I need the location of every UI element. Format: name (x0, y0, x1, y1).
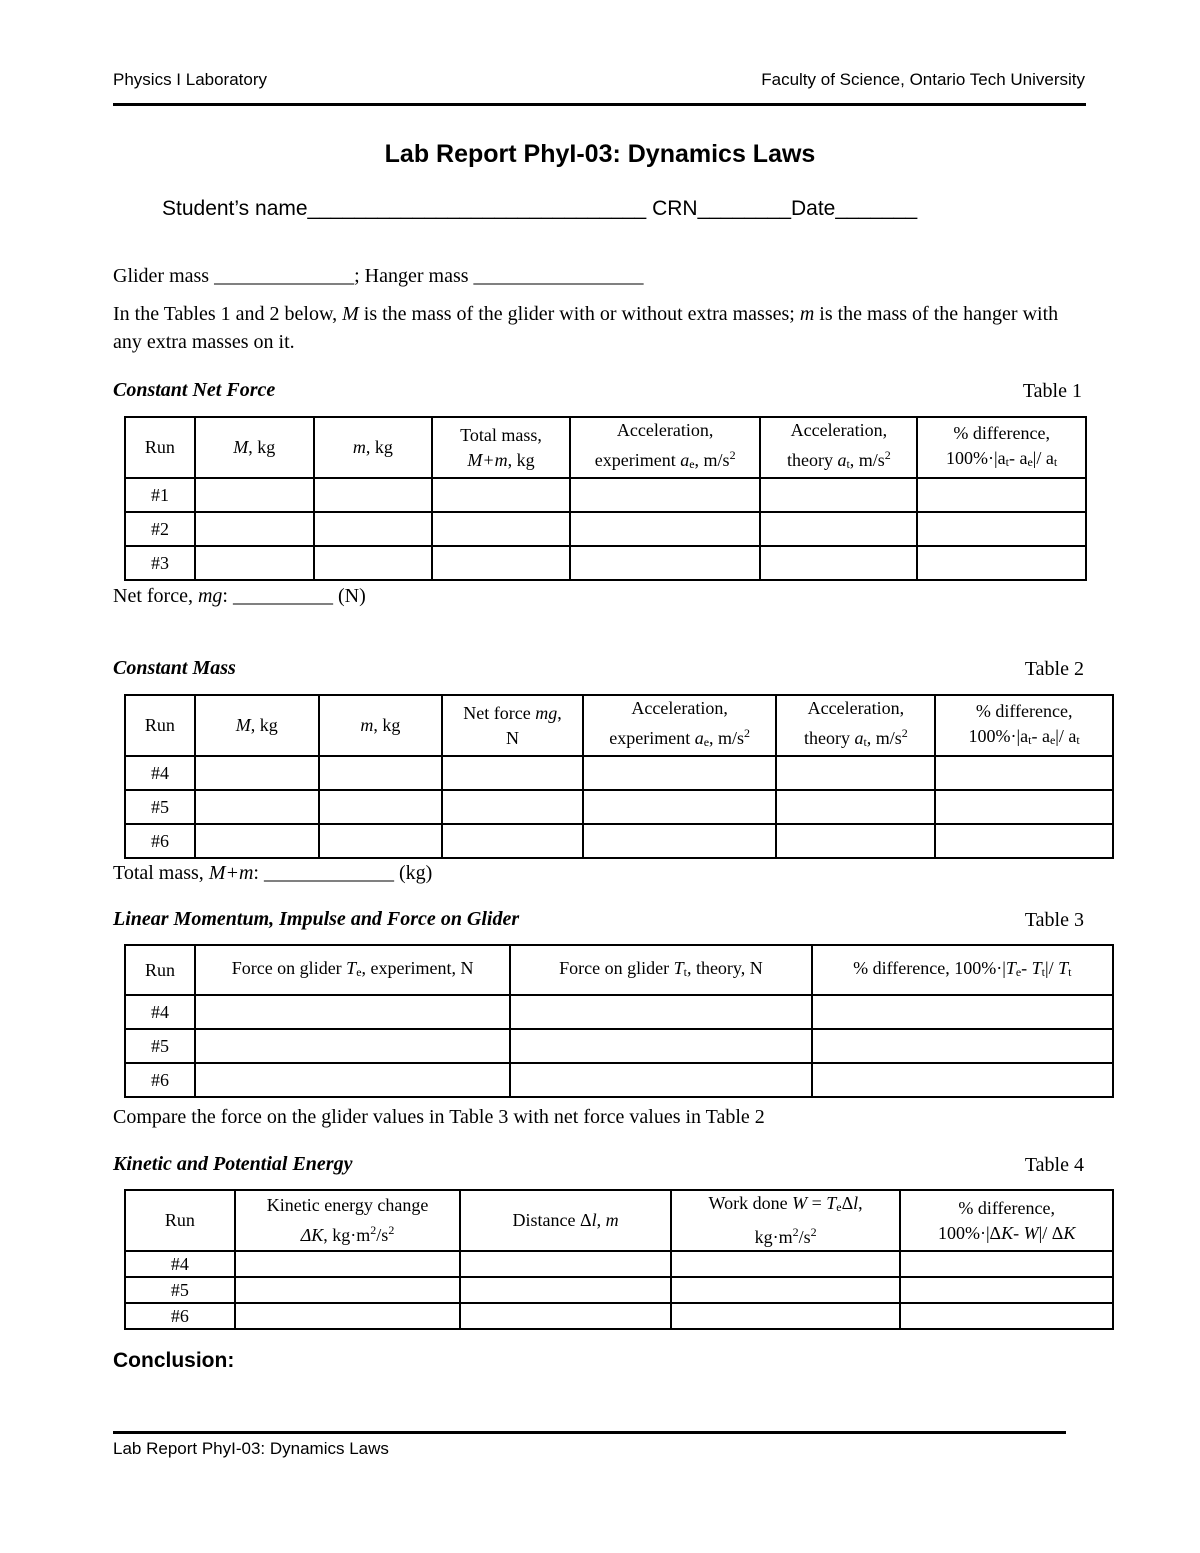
input-cell[interactable] (314, 512, 433, 546)
table-label-4: Table 4 (1024, 1154, 1084, 1176)
table-row (125, 512, 1086, 546)
input-cell[interactable] (900, 1277, 1113, 1303)
input-cell[interactable] (776, 756, 935, 790)
input-cell[interactable] (235, 1303, 461, 1329)
table-constant-mass (124, 694, 1114, 859)
input-cell[interactable] (917, 546, 1086, 580)
table-row (125, 790, 1113, 824)
input-cell[interactable] (776, 824, 935, 858)
header-acceleration-theory: Acceleration, theory $a_t$, $m/s^2$ (760, 417, 917, 478)
input-cell[interactable] (900, 1303, 1113, 1329)
footer-rule (113, 1431, 1066, 1434)
input-cell[interactable] (195, 1029, 510, 1063)
input-cell[interactable] (583, 824, 777, 858)
compare-note: Compare the force on the glider values in Table 3 with net force values in Table 2 (113, 1106, 765, 1128)
input-cell[interactable] (442, 824, 583, 858)
run-label: #4 (125, 1251, 235, 1277)
table-row (125, 1303, 1113, 1329)
total-mass-line: Total mass, M+m: _____________ (kg) (113, 862, 433, 884)
run-label: #2 (125, 512, 195, 546)
input-cell[interactable] (760, 478, 917, 512)
run-label: #1 (125, 478, 195, 512)
input-cell[interactable] (570, 546, 761, 580)
input-cell[interactable] (235, 1277, 461, 1303)
header-faculty: Faculty of Science, Ontario Tech University (761, 70, 1085, 89)
run-label: #6 (125, 1303, 235, 1329)
header-glider-mass: M, kg (195, 695, 319, 756)
section-title-kinetic-potential-energy: Kinetic and Potential Energy (113, 1153, 353, 1175)
input-cell[interactable] (195, 790, 319, 824)
input-cell[interactable] (760, 546, 917, 580)
table-row (125, 1277, 1113, 1303)
input-cell[interactable] (432, 546, 570, 580)
intro-text: In the Tables 1 and 2 below, (113, 303, 343, 325)
input-cell[interactable] (319, 790, 443, 824)
page-footer: Lab Report PhyI-03: Dynamics Laws (113, 1439, 389, 1458)
input-cell[interactable] (460, 1277, 671, 1303)
table-constant-net-force (124, 416, 1087, 581)
table-linear-momentum (124, 944, 1114, 1098)
input-cell[interactable] (570, 512, 761, 546)
input-cell[interactable] (917, 512, 1086, 546)
header-total-mass: Total mass, M+m, kg (432, 417, 570, 478)
header-run: Run (125, 417, 195, 478)
input-cell[interactable] (235, 1251, 461, 1277)
input-cell[interactable] (671, 1303, 901, 1329)
input-cell[interactable] (917, 478, 1086, 512)
header-net-force: Net force mg, N (442, 695, 583, 756)
header-force-theory: Force on glider $T_t$, theory, N (510, 945, 811, 995)
intro-text: is the mass of the glider with or without extra masses; (358, 303, 800, 325)
header-hanger-mass: m, kg (314, 417, 433, 478)
section-title-constant-net-force: Constant Net Force (113, 379, 276, 401)
table-row (125, 546, 1086, 580)
header-percent-difference: % difference, $100\%\cdot|T_e-$ $T_t|/$ $T_t$ (812, 945, 1113, 995)
intro-text: is the mass of the hanger with any extra masses on it. (113, 303, 1059, 353)
header-run: Run (125, 945, 195, 995)
input-cell[interactable] (776, 790, 935, 824)
input-cell[interactable] (583, 756, 777, 790)
intro-paragraph (113, 300, 1088, 356)
conclusion-heading: Conclusion: (113, 1349, 235, 1372)
header-acceleration-experiment: Acceleration, experiment $a_e$, $m/s^2$ (570, 417, 761, 478)
input-cell[interactable] (760, 512, 917, 546)
run-label: #6 (125, 824, 195, 858)
table-row (125, 478, 1086, 512)
run-label: #5 (125, 790, 195, 824)
table-label-2: Table 2 (1024, 658, 1084, 680)
input-cell[interactable] (935, 824, 1113, 858)
symbol-m: m (799, 303, 815, 325)
input-cell[interactable] (314, 546, 433, 580)
table-label-3: Table 3 (1024, 909, 1084, 931)
input-cell[interactable] (319, 756, 443, 790)
header-percent-difference: % difference, $100\%\cdot|a_t-$ $a_e|/$ $a_t$ (935, 695, 1113, 756)
section-title-linear-momentum: Linear Momentum, Impulse and Force on Glider (113, 908, 520, 930)
run-label: #4 (125, 995, 195, 1029)
run-label: #3 (125, 546, 195, 580)
header-hanger-mass: m, kg (319, 695, 443, 756)
table-row (125, 1063, 1113, 1097)
input-cell[interactable] (460, 1303, 671, 1329)
table-row (125, 1029, 1113, 1063)
page-title: Lab Report PhyI-03: Dynamics Laws (384, 140, 816, 168)
table-kinetic-potential-energy (124, 1189, 1114, 1330)
header-work-done: Work done $W = T_e\Delta l$, $kg\cdot m^2/s^2$ (671, 1190, 901, 1251)
header-percent-difference: % difference, 100%·|ΔK- W|/ ΔK (900, 1190, 1113, 1251)
input-cell[interactable] (195, 995, 510, 1029)
input-cell[interactable] (510, 995, 811, 1029)
header-course: Physics I Laboratory (113, 70, 268, 89)
input-cell[interactable] (314, 478, 433, 512)
run-label: #6 (125, 1063, 195, 1097)
input-cell[interactable] (195, 512, 314, 546)
run-label: #5 (125, 1029, 195, 1063)
input-cell[interactable] (432, 478, 570, 512)
input-cell[interactable] (900, 1251, 1113, 1277)
table-header-row (125, 417, 1086, 478)
input-cell[interactable] (812, 1029, 1113, 1063)
input-cell[interactable] (442, 756, 583, 790)
table-row (125, 824, 1113, 858)
header-percent-difference: % difference, $100\%\cdot|a_t-$ $a_e|/$ $a_t$ (917, 417, 1086, 478)
table-row (125, 756, 1113, 790)
input-cell[interactable] (812, 1063, 1113, 1097)
header-acceleration-theory: Acceleration, theory $a_t$, $m/s^2$ (776, 695, 935, 756)
symbol-M: M (342, 303, 359, 325)
input-cell[interactable] (510, 1063, 811, 1097)
table-header-row (125, 1190, 1113, 1251)
page-header (113, 70, 1085, 92)
run-label: #5 (125, 1277, 235, 1303)
run-label: #4 (125, 756, 195, 790)
input-cell[interactable] (195, 478, 314, 512)
input-cell[interactable] (195, 1063, 510, 1097)
table-row (125, 1251, 1113, 1277)
input-cell[interactable] (671, 1277, 901, 1303)
input-cell[interactable] (570, 478, 761, 512)
input-cell[interactable] (935, 790, 1113, 824)
input-cell[interactable] (442, 790, 583, 824)
input-cell[interactable] (671, 1251, 901, 1277)
net-force-line: Net force, mg: __________ (N) (113, 585, 366, 607)
header-acceleration-experiment: Acceleration, experiment $a_e$, $m/s^2$ (583, 695, 777, 756)
input-cell[interactable] (812, 995, 1113, 1029)
input-cell[interactable] (583, 790, 777, 824)
input-cell[interactable] (510, 1029, 811, 1063)
table-header-row (125, 695, 1113, 756)
table-header-row (125, 945, 1113, 995)
table-row (125, 995, 1113, 1029)
header-run: Run (125, 1190, 235, 1251)
input-cell[interactable] (432, 512, 570, 546)
header-force-experiment: Force on glider $T_e$, experiment, N (195, 945, 510, 995)
header-distance: Distance Δl, m (460, 1190, 671, 1251)
header-glider-mass: M, kg (195, 417, 314, 478)
input-cell[interactable] (195, 824, 319, 858)
input-cell[interactable] (935, 756, 1113, 790)
masses-line: Glider mass ______________; Hanger mass _________________ (113, 265, 644, 287)
header-run: Run (125, 695, 195, 756)
student-info-line: Student’s name_____________________________ CRN________Date_______ (162, 197, 918, 220)
header-kinetic-energy-change: Kinetic energy change ΔK, $kg\cdot m^2/s^2$ (235, 1190, 461, 1251)
input-cell[interactable] (460, 1251, 671, 1277)
input-cell[interactable] (195, 756, 319, 790)
input-cell[interactable] (319, 824, 443, 858)
header-rule (113, 103, 1086, 106)
section-title-constant-mass: Constant Mass (113, 657, 236, 679)
input-cell[interactable] (195, 546, 314, 580)
table-label-1: Table 1 (1022, 380, 1082, 402)
